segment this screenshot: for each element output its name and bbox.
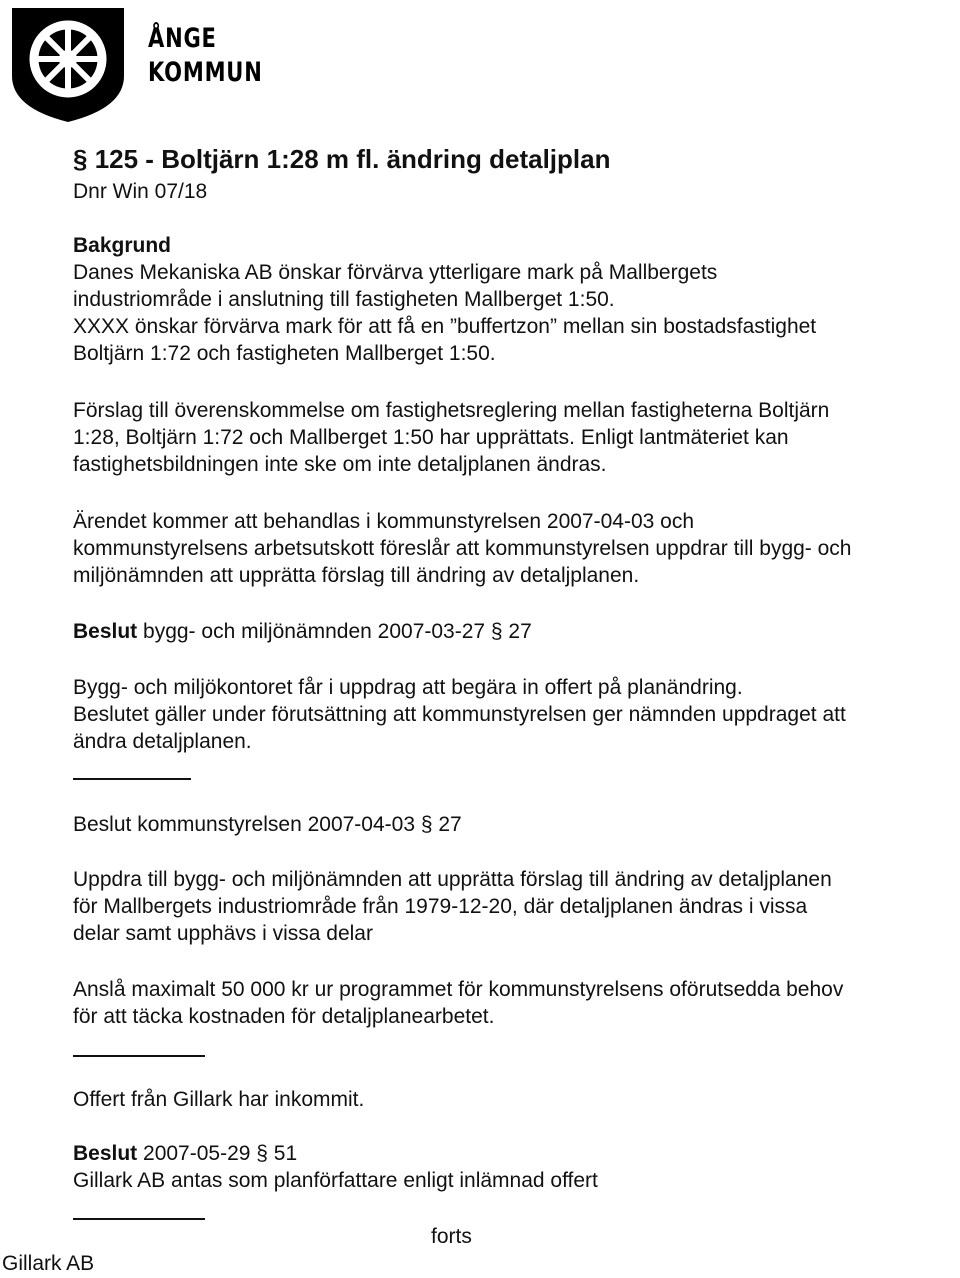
offert-line: Offert från Gillark har inkommit. [73,1088,365,1111]
beslut-text: Beslut kommunstyrelsen 2007-04-03 [73,813,421,836]
municipality-line-1: ÅNGE [148,23,217,54]
forslag-line: fastighetsbildningen inte ske om inte detaljplanen ändras. [73,453,607,476]
beslut-label: Beslut [73,620,138,643]
beslut-bmn-line: Bygg- och miljökontoret får i uppdrag att begära in offert på planändring. [73,676,743,699]
section-title [73,145,610,173]
forts-label: forts [431,1225,472,1248]
beslut-ks-line: för Mallbergets industriområde från 1979-12-20, där detaljplanen ändras i vissa [73,895,808,918]
paragraph-sign: § [490,620,503,643]
divider [73,1055,205,1057]
beslut-bmn-line: ändra detaljplanen. [73,730,252,753]
beslut-ks-line: delar samt upphävs i vissa delar [73,922,373,945]
beslut-3-line: Gillark AB antas som planförfattare enligt inlämnad offert [73,1169,598,1192]
forslag-line: 1:28, Boltjärn 1:72 och Mallberget 1:50 har upprättats. Enligt lantmäteriet kan [73,426,789,449]
ange-kommun-logo [8,4,128,124]
paragraph-sign: § [256,1142,268,1165]
divider [73,1218,205,1220]
arendet-line: miljönämnden att upprätta förslag till ändring av detaljplanen. [73,564,640,587]
municipality-line-2: KOMMUN [148,57,263,88]
bakgrund-line: Danes Mekaniska AB önskar förvärva ytterligare mark på Mallbergets [73,261,718,284]
dnr: Dnr Win 07/18 [73,180,208,203]
paragraph-number: 27 [432,813,462,836]
paragraph-sign: § [73,144,88,174]
forslag-line: Förslag till överenskommelse om fastighetsreglering mellan fastigheterna Boltjärn [73,399,830,422]
arendet-line: kommunstyrelsens arbetsutskott föreslår att kommunstyrelsen uppdrar till bygg- och [73,537,852,560]
arendet-line: Ärendet kommer att behandlas i kommunstyrelsen 2007-04-03 och [73,510,694,533]
divider [73,778,191,780]
beslut-bmn-heading [73,618,532,646]
beslut-ks-heading [73,811,462,839]
beslut-text: 2007-05-29 [137,1142,257,1165]
footer-company: Gillark AB [2,1252,95,1275]
beslut-bmn-line: Beslutet gäller under förutsättning att kommunstyrelsen ger nämnden uppdraget att [73,703,846,726]
beslut-ks-line: Uppdra till bygg- och miljönämnden att upprätta förslag till ändring av detaljplanen [73,868,832,891]
bakgrund-line: Boltjärn 1:72 och fastigheten Mallberget 1:50. [73,342,496,365]
beslut-ks-line: för att täcka kostnaden för detaljplanearbetet. [73,1005,495,1028]
beslut-3-heading [73,1140,297,1168]
municipality-name [148,22,263,90]
beslut-text: bygg- och miljönämnden 2007-03-27 [137,620,491,643]
bakgrund-heading: Bakgrund [73,234,172,257]
paragraph-sign: § [420,813,433,836]
paragraph-number: 51 [267,1142,298,1165]
bakgrund-line: XXXX önskar förvärva mark för att få en ”buffertzon” mellan sin bostadsfastighet [73,315,817,338]
beslut-label: Beslut [73,1142,138,1165]
beslut-ks-line: Anslå maximalt 50 000 kr ur programmet för kommunstyrelsens oförutsedda behov [73,978,844,1001]
title-text: 125 - Boltjärn 1:28 m fl. ändring detaljplan [94,144,611,174]
bakgrund-line: industriområde i anslutning till fastigheten Mallberget 1:50. [73,288,615,311]
paragraph-number: 27 [502,620,532,643]
